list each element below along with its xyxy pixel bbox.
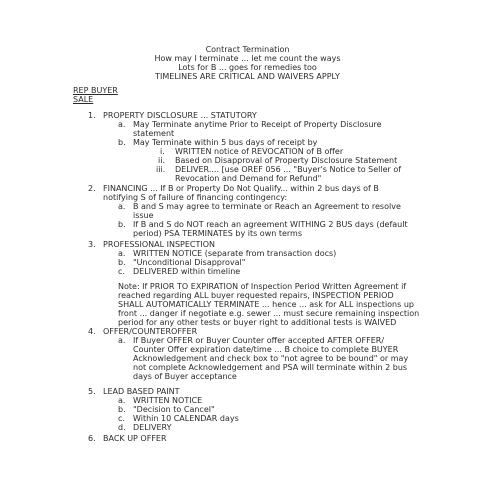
section-offer-counteroffer	[88, 327, 458, 381]
item-text: period) PSA TERMINATES by its own terms	[133, 229, 303, 238]
item-text: If Buyer OFFER or Buyer Counter offer accepted AFTER OFFER/	[133, 336, 385, 345]
section-title: OFFER/COUNTEROFFER	[103, 327, 198, 336]
section-title: FINANCING ... If B or Property Do Not Qualify... within 2 bus days of B	[103, 184, 379, 193]
section-title: LEAD BASED PAINT	[103, 387, 180, 396]
side-labels	[73, 86, 118, 104]
item-label: b.	[118, 138, 126, 147]
section-number: 4.	[88, 327, 96, 336]
item-label: c.	[118, 267, 125, 276]
item-label: b.	[118, 258, 126, 267]
item-text: If B and S do NOT reach an agreement WITHING 2 BUS days (default	[133, 220, 408, 229]
item-text: B and S may agree to terminate or Reach an Agreement to resolve	[133, 202, 401, 211]
item-text: not complete Acknowledgement and PSA will terminate within 2 bus	[133, 363, 408, 372]
document-header	[0, 45, 495, 81]
subtitle-line: TIMELINES ARE CRITICAL AND WAIVERS APPLY	[155, 72, 340, 81]
section-financing	[88, 184, 458, 238]
item-label: d.	[118, 423, 126, 432]
item-label: a.	[118, 396, 126, 405]
section-title: BACK UP OFFER	[103, 434, 167, 443]
item-label: c.	[118, 414, 125, 423]
item-text: WRITTEN NOTICE (separate from transaction docs)	[133, 249, 337, 258]
subitem-label: ii.	[158, 156, 165, 165]
item-text: statement	[133, 129, 175, 138]
item-label: b.	[118, 220, 126, 229]
note-line: SHALL AUTOMATICALLY TERMINATE ... hence ... ask for ALL inspections up	[118, 300, 414, 309]
item-text: DELIVERY	[133, 423, 172, 432]
item-label: a.	[118, 120, 126, 129]
item-label: b.	[118, 405, 126, 414]
section-title-cont: notifying S of failure of financing contingency:	[103, 193, 288, 202]
section-number: 3.	[88, 240, 96, 249]
section-lead-based-paint	[88, 387, 458, 432]
item-text: May Terminate anytime Prior to Receipt of Property Disclosure	[133, 120, 382, 129]
item-text: Acknowledgement and check box to "not agree to be bound" or may	[133, 354, 409, 363]
section-property-disclosure	[88, 111, 458, 181]
section-number: 6.	[88, 434, 96, 443]
item-text: Within 10 CALENDAR days	[133, 414, 239, 423]
item-text: "Unconditional Disapproval"	[133, 258, 246, 267]
item-text: Counter Offer expiration date/time ... B choice to complete BUYER	[133, 345, 399, 354]
subitem-label: iii.	[156, 165, 166, 174]
item-text: "Decision to Cancel"	[133, 405, 215, 414]
note-line: Note: If PRIOR TO EXPIRATION of Inspection Period Written Agreement if	[118, 282, 407, 291]
item-text: days of Buyer acceptance	[133, 372, 237, 381]
item-text: DELIVERED within timeline	[133, 267, 241, 276]
section-professional-inspection	[88, 240, 458, 280]
item-label: a.	[118, 336, 126, 345]
item-text: May Terminate within 5 bus days of receipt by	[133, 138, 318, 147]
section-back-up-offer	[88, 434, 458, 444]
item-text: issue	[133, 211, 154, 220]
subitem-text: WRITTEN notice of REVOCATION of B offer	[175, 147, 344, 156]
note-line: front ... danger if negotiate e.g. sewer ... must secure remaining inspection	[118, 309, 420, 318]
item-label: a.	[118, 249, 126, 258]
subitem-label: i.	[160, 147, 165, 156]
section-number: 5.	[88, 387, 96, 396]
subitem-text: DELIVER.... [use OREF 056 ... "Buyer's Notice to Seller of	[175, 165, 402, 174]
sale-label: SALE	[73, 95, 94, 104]
subtitle-line: How may I terminate ... let me count the ways	[154, 54, 341, 63]
note-line: period for any other tests or buyer right to additional tests is WAIVED	[118, 318, 397, 327]
section-title: PROFESSIONAL INSPECTION	[103, 240, 216, 249]
document-title: Contract Termination	[205, 45, 290, 54]
note-line: reached regarding ALL buyer requested repairs, INSPECTION PERIOD	[118, 291, 394, 300]
rep-buyer-label: REP BUYER	[73, 86, 118, 95]
item-text: WRITTEN NOTICE	[133, 396, 203, 405]
section-number: 2.	[88, 184, 96, 193]
subitem-text: Revocation and Demand for Refund"	[175, 174, 322, 183]
section-number: 1.	[88, 111, 96, 120]
item-label: a.	[118, 202, 126, 211]
section-title: PROPERTY DISCLOSURE ... STATUTORY	[103, 111, 257, 120]
subitem-text: Based on Disapproval of Property Disclosure Statement	[175, 156, 398, 165]
subtitle-line: Lots for B ... goes for remedies too	[178, 63, 317, 72]
